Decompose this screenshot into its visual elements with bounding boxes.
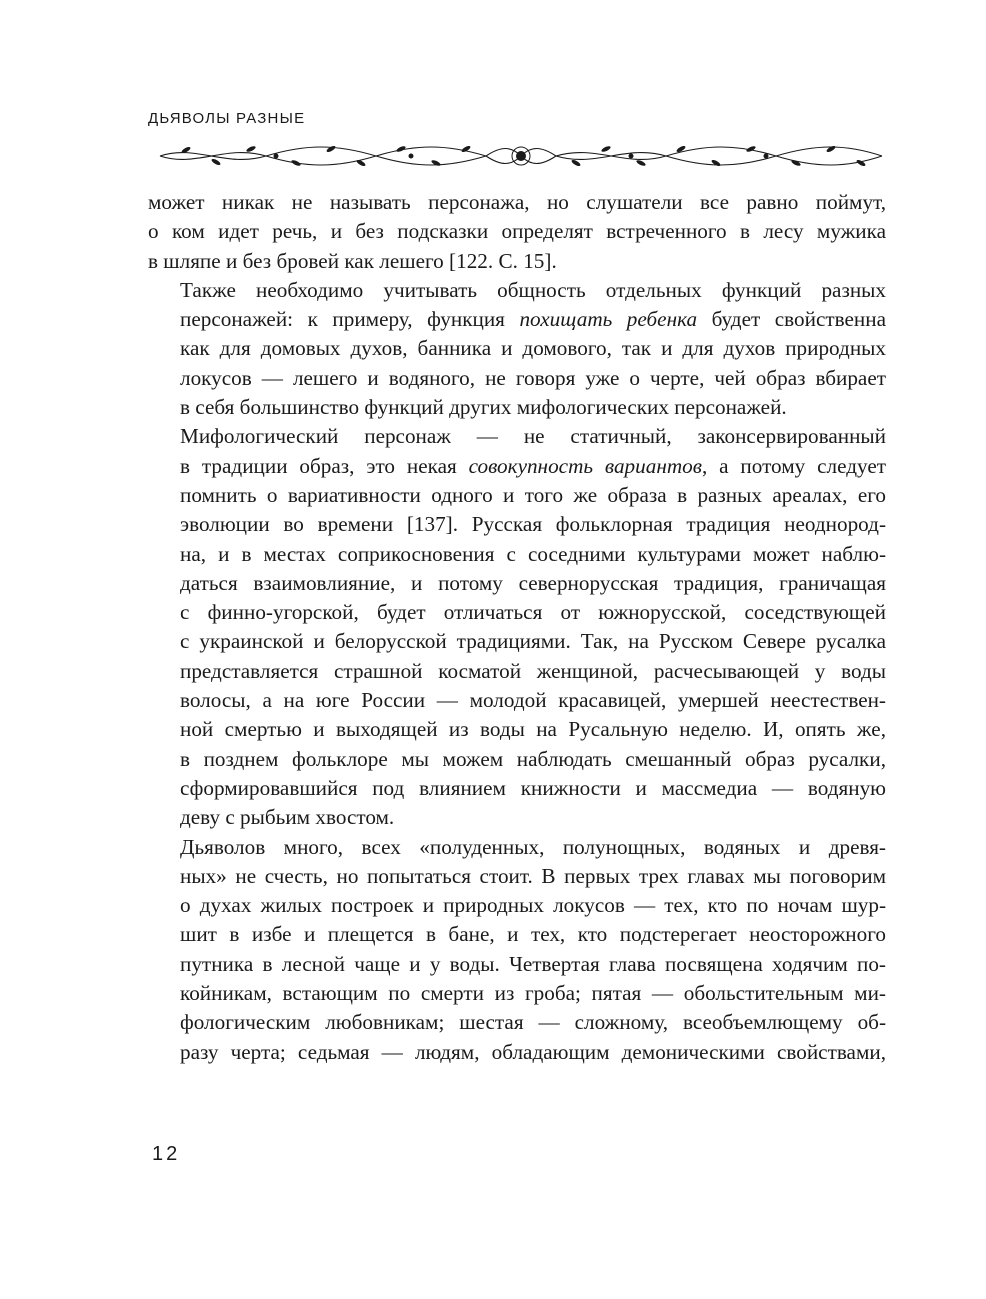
text-line: койникам, встающим по смерти из гроба; пятая — обольстительным ми- xyxy=(180,981,886,1006)
text-line: ной смертью и выходящей из воды на Русальную неделю. И, опять же, xyxy=(180,717,886,742)
text-line: сформировавшийся под влиянием книжности и массмедиа — водяную xyxy=(180,775,886,800)
book-page xyxy=(148,0,886,1299)
text-line: локусов — лешего и водяного, не говоря уже о черте, чей образ вбирает xyxy=(180,365,886,390)
text-line: с финно-угорской, будет отличаться от южнорусской, соседствующей xyxy=(180,600,886,625)
italic-phrase: совокупность вариантов xyxy=(468,453,702,478)
italic-phrase: похищать ребенка xyxy=(519,307,698,332)
text-line: Дьяволов много, всех «полуденных, полунощных, водяных и древя- xyxy=(180,834,886,859)
text-line: в шляпе и без бровей как лешего [122. С. 15]. xyxy=(148,248,557,273)
text-line: в себя большинство функций других мифологических персонажей. xyxy=(180,395,787,420)
text-line: волосы, а на юге России — молодой красавицей, умершей неестествен- xyxy=(180,688,886,713)
text-line: в традиции образ, это некая совокупность вариантов, а потому следует xyxy=(180,453,886,478)
text-line: персонажей: к примеру, функция похищать ребенка будет свойственна xyxy=(180,307,886,332)
text-line: как для домовых духов, банника и домового, так и для духов природных xyxy=(180,336,886,361)
paragraph-4 xyxy=(148,833,886,1067)
paragraph-2 xyxy=(148,276,886,422)
text-line: разу черта; седьмая — людям, обладающим демоническими свойствами, xyxy=(180,1039,886,1064)
text-line: деву с рыбьим хвостом. xyxy=(180,805,395,830)
text-line: с украинской и белорусской традициями. Так, на Русском Севере русалка xyxy=(180,629,886,654)
text-line: в позднем фольклоре мы можем наблюдать смешанный образ русалки, xyxy=(180,746,886,771)
paragraph-3 xyxy=(148,422,886,832)
text-line: шит в избе и плещется в бане, и тех, кто подстерегает неосторожного xyxy=(180,922,886,947)
text-line: фологическим любовникам; шестая — сложному, всеобъемлющему об- xyxy=(180,1010,886,1035)
body-text xyxy=(148,188,886,1067)
text-line: эволюции во времени [137]. Русская фольклорная традиция неоднород- xyxy=(180,512,886,537)
text-line: путника в лесной чаще и у воды. Четвертая глава посвящена ходячим по- xyxy=(180,951,886,976)
text-line: помнить о вариативности одного и того же образа в разных ареалах, его xyxy=(180,482,886,507)
running-head: ДЬЯВОЛЫ РАЗНЫЕ xyxy=(148,110,306,127)
text-line: Также необходимо учитывать общность отдельных функций разных xyxy=(180,277,886,302)
text-line: представляется страшной косматой женщиной, расчесывающей у воды xyxy=(180,658,886,683)
text-line: о ком идет речь, и без подсказки определят встреченного в лесу мужика xyxy=(148,219,886,244)
text-line: о духах жилых построек и природных локусов — тех, кто по ночам шур- xyxy=(180,893,886,918)
decorative-vine-ornament xyxy=(156,138,886,174)
text-line: ных» не счесть, но попытаться стоит. В первых трех главах мы поговорим xyxy=(180,863,886,888)
text-line: Мифологический персонаж — не статичный, законсервированный xyxy=(180,424,886,449)
text-line: на, и в местах соприкосновения с соседними культурами может наблю- xyxy=(180,541,886,566)
paragraph-1 xyxy=(148,188,886,276)
text-line: может никак не называть персонажа, но слушатели все равно поймут, xyxy=(148,190,886,214)
text-line: даться взаимовлияние, и потому севернорусская традиция, граничащая xyxy=(180,570,886,595)
page-number: 12 xyxy=(152,1143,181,1165)
